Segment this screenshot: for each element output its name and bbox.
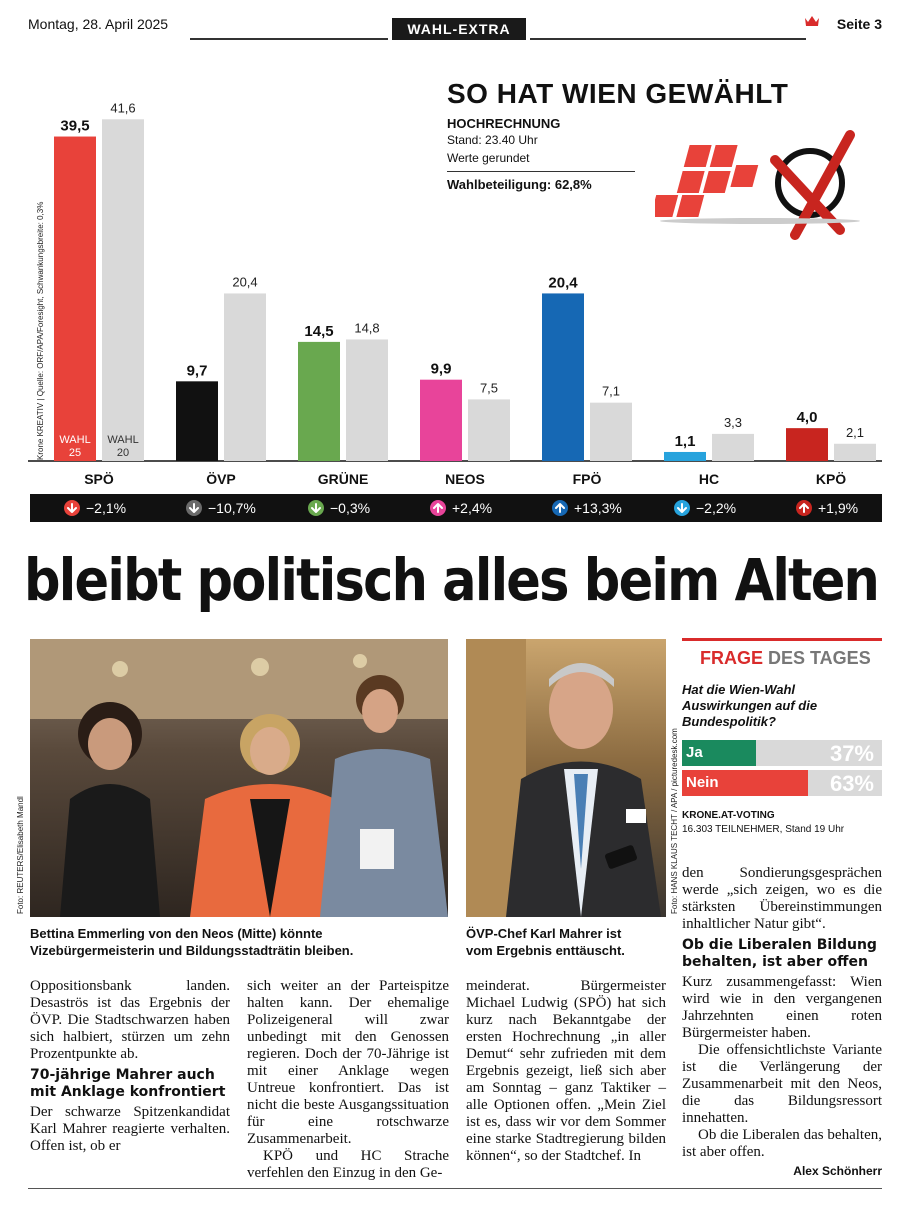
crown-icon bbox=[804, 14, 820, 28]
article-column-1 bbox=[30, 978, 230, 1155]
page-bottom-rule bbox=[28, 1188, 882, 1189]
delta-label: −0,3% bbox=[330, 500, 371, 516]
bar-2025-övp bbox=[176, 381, 218, 461]
article-paragraph: sich weiter an der Parteispitze halten kann. Der ehemalige Polizeigeneral will zwar unbedingt mit den Genossen regieren. Doch der 70-Jährige ist mit einer Anklage wegen Untreue konfrontiert. Das ist nicht die beste Ausgangssituation für eine rotschwarze Zusammenarbeit. bbox=[247, 978, 449, 1147]
bar-2020-kpö bbox=[834, 444, 876, 461]
bar-2025-fpö bbox=[542, 293, 584, 461]
poll-answer-no-label: Nein bbox=[686, 774, 719, 791]
section-tag: WAHL-EXTRA bbox=[392, 18, 526, 40]
party-label: KPÖ bbox=[815, 471, 847, 487]
value-label-2025: 14,5 bbox=[304, 322, 334, 340]
bar-2020-grüne bbox=[346, 339, 388, 461]
party-label: ÖVP bbox=[206, 471, 236, 487]
bar-2025-grüne bbox=[298, 342, 340, 461]
poll-question: Hat die Wien-Wahl Auswirkungen auf die Bundespolitik? bbox=[682, 682, 818, 729]
delta-label: −10,7% bbox=[208, 500, 256, 516]
value-label-2025: 9,9 bbox=[430, 360, 452, 378]
value-label-2025: 4,0 bbox=[796, 409, 818, 427]
article-paragraph: den Sondierungsgesprächen werde „sich zeigen, wo es die stärksten Übereinstimmungen inhaltlicher Natur gibt“. bbox=[682, 865, 882, 932]
bar-2025-spö bbox=[54, 137, 96, 461]
page-number: Seite 3 bbox=[836, 16, 882, 32]
bar-2025-hc bbox=[664, 452, 706, 461]
party-label: GRÜNE bbox=[317, 471, 369, 487]
bar-2020-spö bbox=[102, 119, 144, 461]
poll-source-title: KRONE.AT-VOTING bbox=[682, 810, 775, 821]
article-paragraph: Der schwarze Spitzenkandidat Karl Mahrer reagierte verhalten. Offen ist, ob er bbox=[30, 1104, 230, 1154]
chart-title: SO HAT WIEN GEWÄHLT bbox=[447, 78, 789, 109]
bar-2020-fpö bbox=[590, 403, 632, 461]
issue-date: Montag, 28. April 2025 bbox=[28, 16, 169, 32]
bar-2025-kpö bbox=[786, 428, 828, 461]
poll-answer-yes-pct: 37% bbox=[829, 741, 874, 766]
article-paragraph: meinderat. Bürgermeister Michael Ludwig (SPÖ) hat sich kurz nach Bekanntgabe der ersten Hochrechnung „in aller Demut“ sehr zufrieden mit dem Ergebnis gezeigt, ließ sich aber am Sonntag – ganz Taktiker – alle Optionen offen. „Mein Ziel ist es, dass wir vor dem Sommer eine starke Stadtregierung bilden können“, so der Stadtchef. In bbox=[466, 978, 666, 1164]
chart-timestamp: Stand: 23.40 Uhr bbox=[447, 133, 538, 147]
photo-portrait-illustration bbox=[466, 639, 666, 917]
page-header bbox=[28, 10, 882, 42]
chart-subtitle: HOCHRECHNUNG bbox=[447, 116, 561, 131]
headline: bleibt politisch alles beim Alten bbox=[24, 546, 879, 614]
photo-credit-2: Foto: HANS KLAUS TECHT / APA / picturedesk.com bbox=[670, 728, 679, 914]
value-label-2025: 9,7 bbox=[186, 362, 208, 380]
bar-2025-neos bbox=[420, 380, 462, 461]
photo-caption-2 bbox=[466, 925, 676, 959]
election-bar-chart bbox=[0, 50, 900, 530]
series-label-2025: WAHL bbox=[59, 434, 91, 446]
delta-label: +2,4% bbox=[452, 500, 493, 516]
series-label-2025-year: 25 bbox=[68, 447, 82, 459]
header-rule-left bbox=[190, 38, 388, 40]
article-paragraph: KPÖ und HC Strache verfehlen den Einzug in den Ge- bbox=[247, 1148, 449, 1181]
delta-label: −2,1% bbox=[86, 500, 127, 516]
value-label-2020: 7,5 bbox=[479, 380, 499, 396]
header-rule-right bbox=[530, 38, 806, 40]
value-label-2020: 41,6 bbox=[110, 100, 136, 116]
poll-top-rule bbox=[682, 638, 882, 641]
bar-2020-övp bbox=[224, 293, 266, 461]
caption-1-line-1: Bettina Emmerling von den Neos (Mitte) könnte bbox=[30, 926, 323, 941]
poll-answer-yes-label: Ja bbox=[686, 744, 703, 761]
article-column-3 bbox=[466, 978, 666, 1165]
delta-label: +13,3% bbox=[574, 500, 622, 516]
value-label-2020: 7,1 bbox=[601, 383, 621, 399]
party-label: HC bbox=[698, 471, 720, 487]
bar-2020-neos bbox=[468, 399, 510, 461]
delta-label: +1,9% bbox=[818, 500, 859, 516]
poll-title bbox=[700, 648, 871, 669]
party-label: SPÖ bbox=[84, 471, 114, 487]
party-label: FPÖ bbox=[572, 471, 602, 487]
photo-crowd-illustration bbox=[30, 639, 448, 917]
poll-title-grey: DES TAGES bbox=[768, 648, 871, 668]
value-label-2020: 2,1 bbox=[845, 424, 865, 440]
article-paragraph: Ob die Liberalen das behalten, ist aber offen. bbox=[682, 1127, 882, 1160]
poll-answer-no[interactable] bbox=[682, 770, 882, 796]
article-column-2 bbox=[247, 978, 449, 1182]
series-label-2020-year: 20 bbox=[116, 447, 130, 459]
photo-credit-1: Foto: REUTERS/Elisabeth Mandl bbox=[16, 796, 25, 914]
article-column-4 bbox=[682, 865, 882, 1180]
bar-2020-hc bbox=[712, 434, 754, 461]
party-label: NEOS bbox=[445, 471, 485, 487]
delta-label: −2,2% bbox=[696, 500, 737, 516]
caption-1-line-2: Vizebürgermeisterin und Bildungsstadträtin bleiben. bbox=[30, 943, 354, 958]
series-label-2020: WAHL bbox=[107, 434, 139, 446]
value-label-2025: 20,4 bbox=[548, 274, 578, 292]
chart-source: Krone KREATIV | Quelle: ORF/APA/Foresight, Schwankungsbreite: 0,3% bbox=[36, 201, 45, 460]
article-paragraph: Kurz zusammengefasst: Wien wird wie in den vergangenen Jahrzehnten einen roten Bürgermeister haben. bbox=[682, 974, 882, 1041]
article-author: Alex Schönherr bbox=[793, 1164, 882, 1178]
photo-emmerling bbox=[30, 639, 448, 917]
value-label-2025: 39,5 bbox=[60, 117, 90, 135]
value-label-2020: 20,4 bbox=[232, 274, 258, 290]
value-label-2020: 14,8 bbox=[354, 320, 380, 336]
chart-rounding-note: Werte gerundet bbox=[447, 151, 530, 165]
article-subheading: 70-jährige Mahrer auch mit Anklage konfrontiert bbox=[30, 1067, 226, 1100]
poll-answer-no-pct: 63% bbox=[829, 771, 874, 796]
value-label-2025: 1,1 bbox=[674, 432, 696, 450]
article-paragraph: Oppositionsbank landen. Desaströs ist das Ergebnis der ÖVP. Die Stadtschwarzen haben sich halbiert, stürzen um zehn Prozentpunkte ab. bbox=[30, 978, 230, 1062]
poll-answer-yes[interactable] bbox=[682, 740, 882, 766]
photo-caption-1 bbox=[30, 925, 450, 959]
value-label-2020: 3,3 bbox=[723, 414, 743, 430]
photo-mahrer bbox=[466, 639, 666, 917]
article-paragraph: Die offensichtlichste Variante ist die Verlängerung der Zusammenarbeit mit den Neos, die das Bildungsressort innehatten. bbox=[682, 1042, 882, 1126]
caption-2-line-2: vom Ergebnis enttäuscht. bbox=[466, 943, 625, 958]
poll-source-detail: 16.303 TEILNEHMER, Stand 19 Uhr bbox=[682, 824, 845, 835]
caption-2-line-1: ÖVP-Chef Karl Mahrer ist bbox=[466, 926, 622, 941]
article-subheading: Ob die Liberalen Bildung behalten, ist aber offen bbox=[682, 937, 877, 970]
poll-title-red: FRAGE bbox=[700, 648, 763, 668]
chart-turnout: Wahlbeteiligung: 62,8% bbox=[447, 177, 592, 192]
